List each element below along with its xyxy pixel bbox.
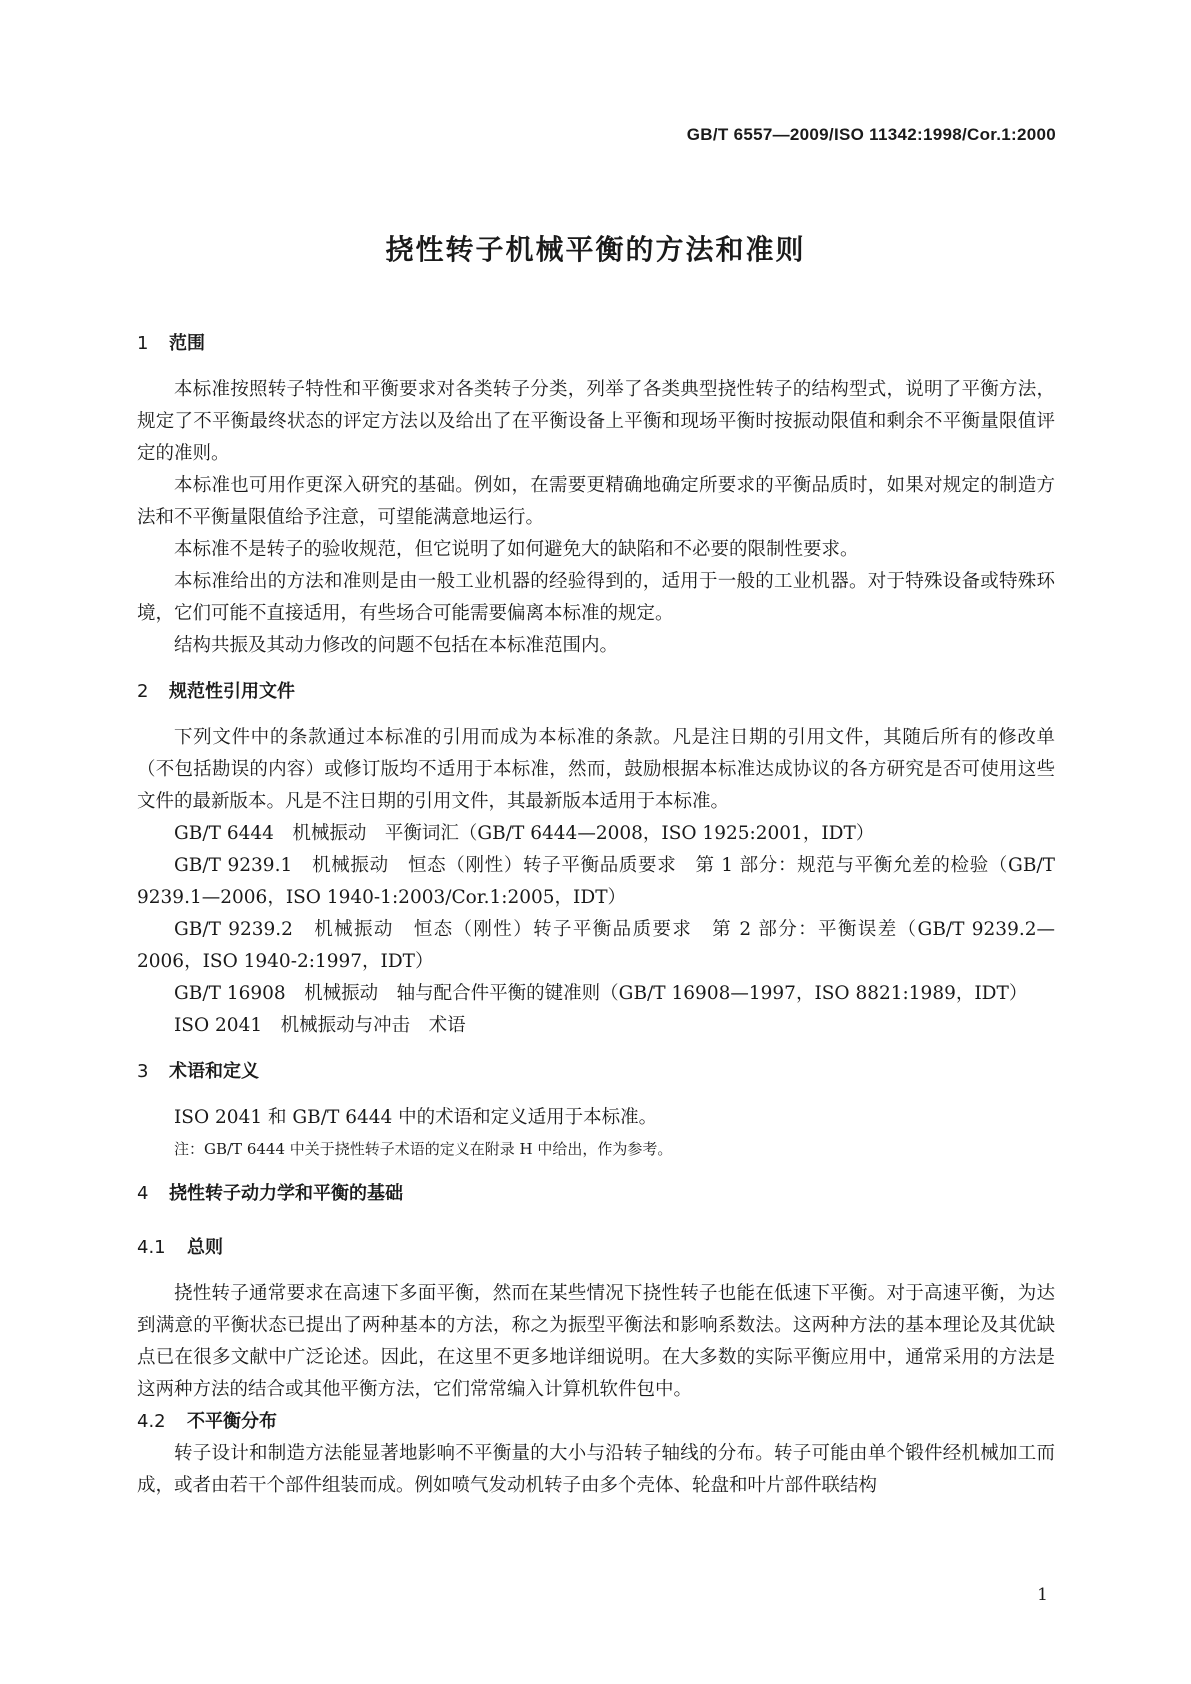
paragraph: ISO 2041 和 GB/T 6444 中的术语和定义适用于本标准。 [174, 1107, 658, 1128]
paragraph: 挠性转子通常要求在高速下多面平衡，然而在某些情况下挠性转子也能在低速下平衡。对于高速平衡，为达到满意的平衡状态已提出了两种基本的方法，称之为振型平衡法和影响系数法。这两种方法的基本理论及其优缺点已在很多文献中广泛论述。因此，在这里不更多地详细说明。在大多数的实际平衡应用中，通常采用的方法是这两种方法的结合或其他平衡方法，它们常常编入计算机软件包中。 [137, 1283, 1055, 1400]
reference-item: GB/T 9239.2 机械振动 恒态（刚性）转子平衡品质要求 第 2 部分：平衡误差（GB/T 9239.2—2006，ISO 1940-2:1997，IDT） [137, 919, 1055, 972]
section-heading-3: 3 术语和定义 [137, 1061, 259, 1082]
note: 注：GB/T 6444 中关于挠性转子术语的定义在附录 H 中给出，作为参考。 [174, 1140, 673, 1158]
paragraph: 本标准给出的方法和准则是由一般工业机器的经验得到的，适用于一般的工业机器。对于特殊设备或特殊环境，它们可能不直接适用，有些场合可能需要偏离本标准的规定。 [137, 571, 1055, 624]
reference-item: GB/T 6444 机械振动 平衡词汇（GB/T 6444—2008，ISO 1925:2001，IDT） [174, 823, 875, 844]
standard-code: GB/T 6557—2009/ISO 11342:1998/Cor.1:2000 [686, 125, 1056, 144]
subsection-heading-4-2: 4.2 不平衡分布 [137, 1411, 277, 1432]
section-heading-4: 4 挠性转子动力学和平衡的基础 [137, 1183, 403, 1204]
paragraph: 本标准不是转子的验收规范，但它说明了如何避免大的缺陷和不必要的限制性要求。 [174, 539, 859, 560]
section-heading-1: 1 范围 [137, 333, 205, 354]
section-heading-2: 2 规范性引用文件 [137, 681, 295, 702]
subsection-heading-4-1: 4.1 总则 [137, 1237, 223, 1258]
reference-item: GB/T 16908 机械振动 轴与配合件平衡的键准则（GB/T 16908—1997，ISO 8821:1989，IDT） [174, 983, 1028, 1004]
reference-item: GB/T 9239.1 机械振动 恒态（刚性）转子平衡品质要求 第 1 部分：规范与平衡允差的检验（GB/T 9239.1—2006，ISO 1940-1:2003/Cor.1:2005，IDT） [137, 855, 1055, 908]
page-number: 1 [1037, 1585, 1048, 1605]
paragraph: 本标准也可用作更深入研究的基础。例如，在需要更精确地确定所要求的平衡品质时，如果对规定的制造方法和不平衡量限值给予注意，可望能满意地运行。 [137, 475, 1055, 528]
reference-item: ISO 2041 机械振动与冲击 术语 [174, 1015, 466, 1036]
paragraph: 结构共振及其动力修改的问题不包括在本标准范围内。 [174, 635, 619, 656]
document-body [137, 328, 1055, 1502]
document-title: 挠性转子机械平衡的方法和准则 [385, 233, 806, 266]
paragraph: 转子设计和制造方法能显著地影响不平衡量的大小与沿转子轴线的分布。转子可能由单个锻件经机械加工而成，或者由若干个部件组装而成。例如喷气发动机转子由多个壳体、轮盘和叶片部件联结构 [137, 1443, 1055, 1496]
paragraph: 本标准按照转子特性和平衡要求对各类转子分类，列举了各类典型挠性转子的结构型式，说明了平衡方法，规定了不平衡最终状态的评定方法以及给出了在平衡设备上平衡和现场平衡时按振动限值和剩余不平衡量限值评定的准则。 [137, 379, 1055, 464]
paragraph: 下列文件中的条款通过本标准的引用而成为本标准的条款。凡是注日期的引用文件，其随后所有的修改单（不包括勘误的内容）或修订版均不适用于本标准，然而，鼓励根据本标准达成协议的各方研究是否可使用这些文件的最新版本。凡是不注日期的引用文件，其最新版本适用于本标准。 [137, 727, 1055, 812]
